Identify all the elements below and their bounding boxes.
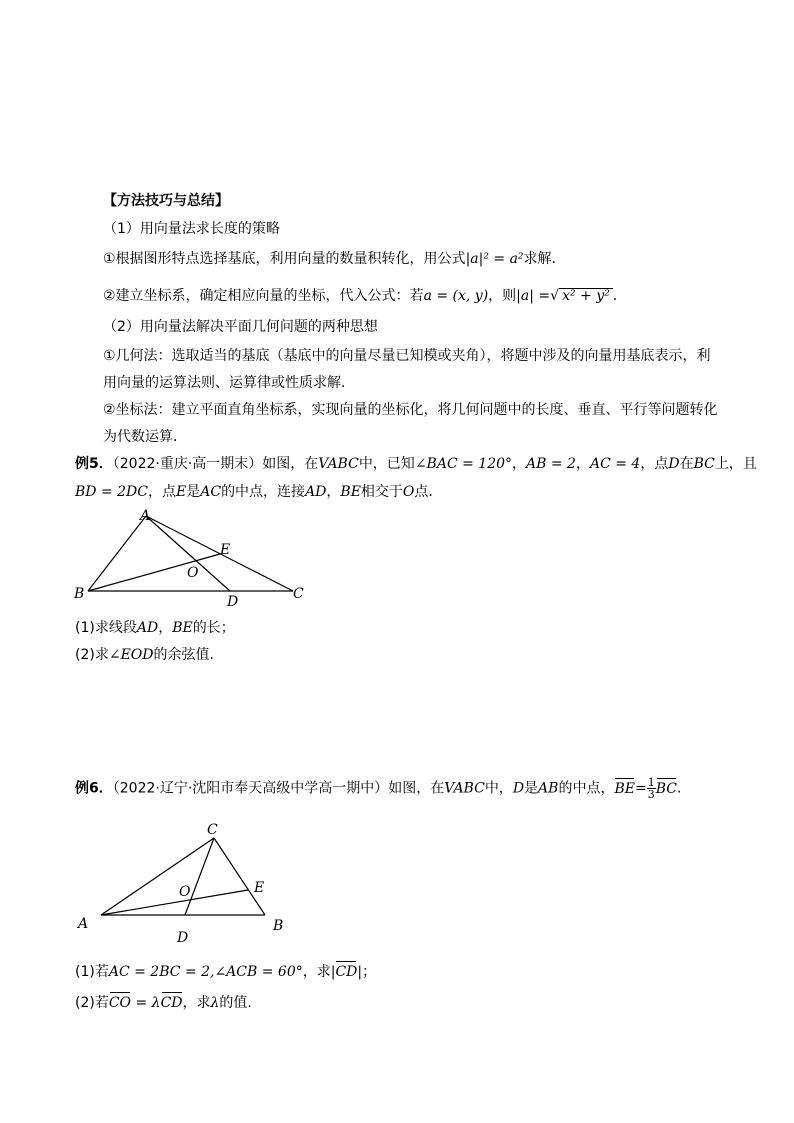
denominator: 3 (647, 788, 655, 801)
fraction (647, 777, 656, 800)
example-5-question-1 (75, 619, 235, 637)
math: VABC (318, 456, 359, 472)
point-label-c: C (293, 586, 304, 602)
strategy-2-title: （2）用向量法解决平面几何问题的两种思想 (103, 319, 378, 335)
math: AB (538, 780, 559, 797)
point-label-d: D (177, 930, 189, 946)
text: 点. (414, 484, 433, 500)
math: AD (305, 484, 327, 500)
math: λ (210, 995, 220, 1011)
text: 中， (484, 780, 513, 797)
example-label: 例5． (75, 456, 113, 472)
vector-coords: a = (x, y) (423, 288, 489, 304)
segment-ae (101, 890, 248, 915)
text: ； (362, 964, 377, 980)
text: . (676, 780, 682, 797)
vector-be: BE (614, 780, 635, 797)
text: ，则 (488, 288, 517, 304)
point-label-d: D (227, 594, 239, 610)
text: 的长； (192, 620, 235, 636)
math: AD (136, 620, 159, 636)
vector-cd: CD (335, 964, 358, 980)
vector-bc: BC (655, 780, 677, 797)
text: ， (512, 456, 527, 472)
point-label-c: C (207, 822, 218, 838)
math: E (176, 484, 187, 500)
text: ，点 (148, 484, 176, 500)
strategy-2-item-1-line-1: ①几何法：选取适当的基底（基底中的向量尽量已知模或夹角），将题中涉及的向量用基底表示，利 (103, 348, 711, 364)
math: AC (200, 484, 222, 500)
point-label-b: B (74, 586, 85, 602)
text: 是 (186, 484, 201, 500)
text: ②建立坐标系，确定相应向量的坐标，代入公式：若 (103, 288, 424, 304)
text: 的中点， (558, 780, 615, 797)
section-heading: 【方法技巧与总结】 (103, 193, 229, 209)
math: ∠BAC = 120° (414, 456, 513, 472)
text: ， (158, 620, 173, 636)
example-6-figure (72, 818, 297, 948)
math: AB = 2 (526, 456, 576, 472)
math: D (512, 780, 525, 797)
math: BE (340, 484, 361, 500)
example-5-question-2 (75, 646, 214, 664)
text: 是 (524, 780, 539, 797)
text: 的中点，连接 (221, 484, 306, 500)
math: = λ (131, 995, 161, 1011)
formula-length: |a|² = a² (465, 251, 524, 267)
text: ，求 (302, 964, 331, 980)
example-6-question-2 (75, 994, 252, 1012)
text: ， (326, 484, 341, 500)
strategy-2-item-1-line-2: 用向量的运算法则、运算律或性质求解． (103, 375, 355, 391)
text: ，求 (182, 995, 211, 1011)
example-5-figure (70, 506, 320, 610)
text: 在 (679, 456, 694, 472)
text: ， (575, 456, 590, 472)
segment-ac (101, 838, 214, 915)
math: O (402, 484, 415, 500)
segment-cb (214, 838, 265, 915)
example-6-line-1 (75, 777, 681, 800)
segment-cd (185, 838, 214, 915)
strategy-1-title: （1）用向量法求长度的策略 (103, 221, 280, 237)
math: VABC (444, 780, 485, 797)
segment-be (88, 554, 220, 591)
segment-ab (88, 516, 146, 591)
example-5-line-1 (75, 455, 757, 473)
strategy-2-item-2-line-2: 为代数运算． (103, 429, 187, 445)
math: AC = 4 (589, 456, 641, 472)
text: ，点 (640, 456, 669, 472)
text: (1)若 (75, 964, 109, 980)
math: | (330, 964, 336, 980)
vector-abs: |a| = (516, 288, 551, 304)
example-5-line-2 (75, 483, 433, 501)
math: AC = 2BC = 2,∠ACB = 60° (108, 964, 303, 980)
point-label-o: O (179, 884, 191, 900)
text: （2022·辽宁·沈阳市奉天高级中学高一期中）如图，在 (112, 780, 445, 797)
text: (2)若 (75, 995, 109, 1011)
text: ①根据图形特点选择基底，利用向量的数量积转化，用公式 (103, 251, 466, 267)
math: ∠EOD (108, 647, 154, 663)
text: 相交于 (360, 484, 403, 500)
point-label-o: O (187, 565, 199, 581)
text: 上，且 (714, 456, 757, 472)
text: 中，已知 (358, 456, 415, 472)
example-6-question-1 (75, 963, 376, 981)
text: 的值. (219, 995, 252, 1011)
strategy-2-item-2-line-1: ②坐标法：建立平面直角坐标系，实现向量的坐标化，将几何问题中的长度、垂直、平行等问题转化 (103, 402, 718, 418)
vector-co: CO (108, 995, 132, 1011)
text: (2)求 (75, 647, 109, 663)
math: = (634, 780, 647, 797)
point-label-a: A (140, 508, 151, 524)
point-label-b: B (273, 918, 284, 934)
text: （2022·重庆·高一期末）如图，在 (112, 456, 319, 472)
text: (1)求线段 (75, 620, 137, 636)
sqrt-content: x² + y² (559, 288, 613, 304)
point-label-e: E (254, 880, 265, 896)
point-label-e: E (220, 542, 231, 558)
math: BE (172, 620, 193, 636)
math: BC (693, 456, 715, 472)
math: BD = 2DC (75, 484, 148, 500)
text: 的余弦值. (153, 647, 214, 663)
text: 求解． (523, 251, 566, 267)
text: ． (612, 288, 627, 304)
math: D (668, 456, 680, 472)
sqrt-sign: √ (550, 288, 560, 304)
example-label: 例6． (75, 780, 113, 797)
strategy-1-item-2 (103, 287, 627, 305)
strategy-1-item-1 (103, 250, 566, 268)
numerator: 1 (647, 776, 655, 789)
vector-cd: CD (160, 995, 183, 1011)
math: | (357, 964, 363, 980)
point-label-a: A (78, 916, 89, 932)
